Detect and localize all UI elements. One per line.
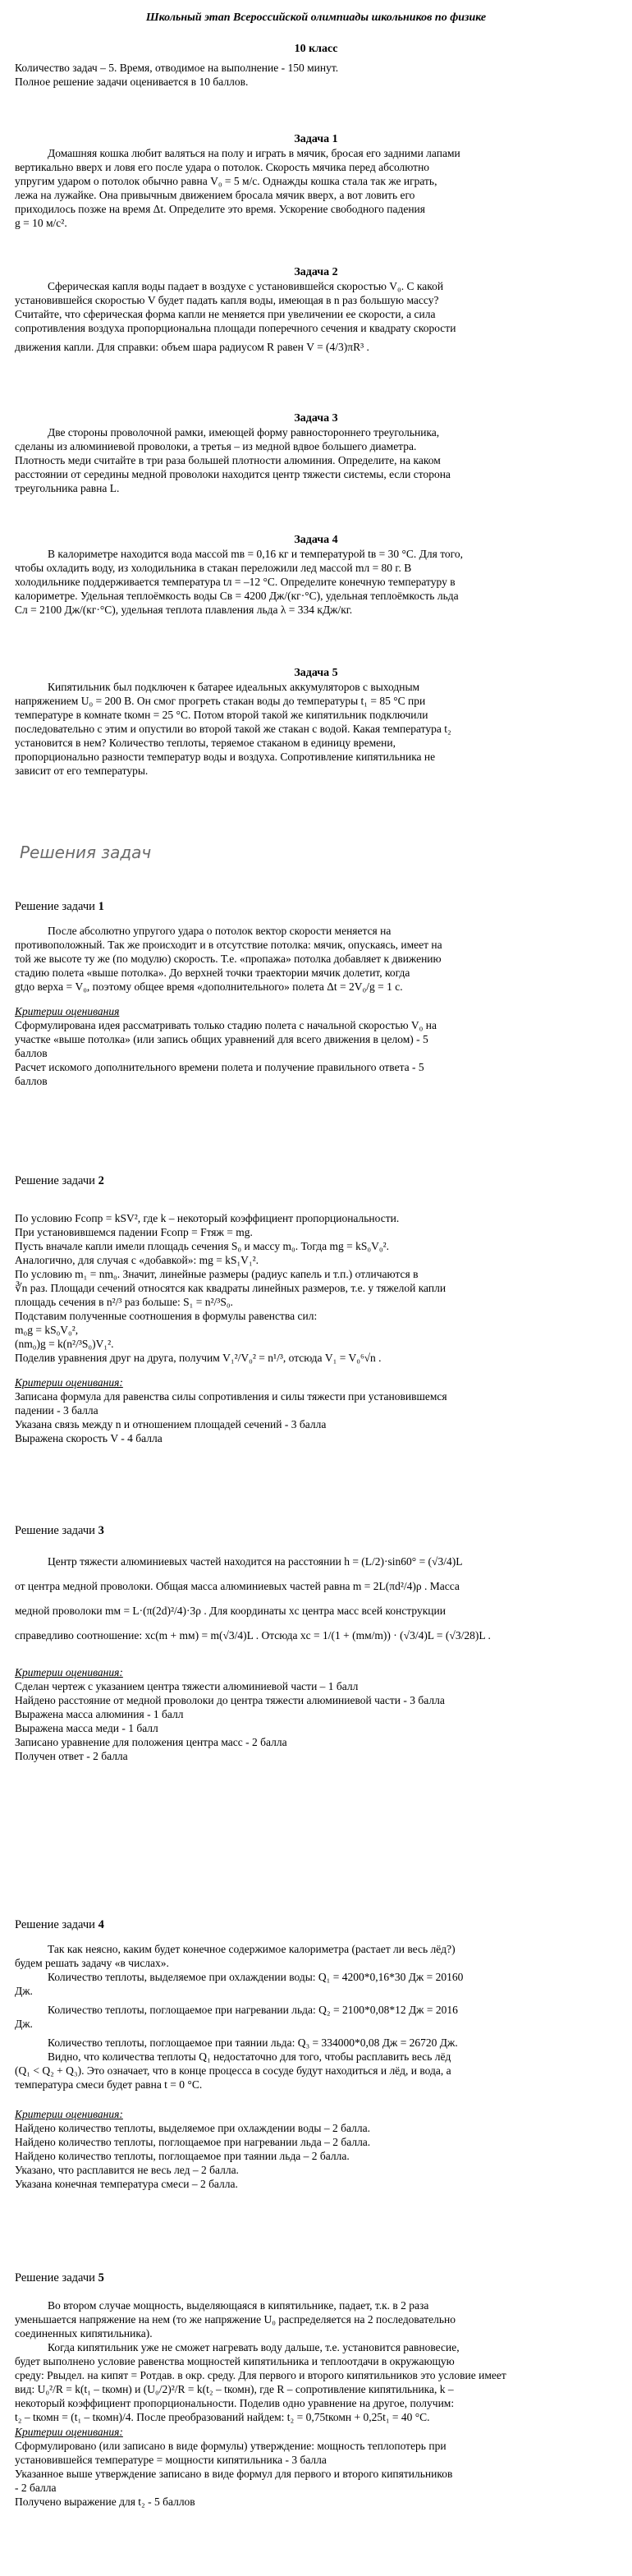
solution-line: После абсолютно упругого удара о потолок вектор скорости меняется на [48,925,392,937]
solution-line: от центра медной проволоки. Общая масса алюминиевых частей равна m = 2L(πd²/4)ρ . Масса [15,1580,460,1592]
task-line: вертикально вверх и ловя его после удара о потолок. Скорость мячика перед абсолютно [15,161,430,173]
task-1 [15,133,617,230]
solution-5 [15,2271,617,2509]
criteria-title: Критерии оценивания: [15,1666,123,1678]
solution-line: Подставим полученные соотношения в формулы равенства сил: [15,1310,318,1322]
task-line: сопротивления воздуха пропорциональна площади поперечного сечения и квадрату скорости [15,322,456,334]
solution-line: Количество теплоты, выделяемое при охлаждении воды: Q₁ = 4200*0,16*30 Дж = 20160 [48,1971,464,1983]
solution-line: уменьшается напряжение на нем (то же напряжение U₀ распределяется на 2 последовательно [15,2313,456,2326]
task-title: Задача 1 [294,133,338,145]
solution-line: той же высоте ту же (по модулю) скорость. Т.е. «пропажа» потолка добавляет к движению [15,953,442,965]
task-title: Задача 5 [294,667,338,679]
solution-line: вид: U₀²/R = k(t₁ – tкомн) и (U₀/2)²/R = k(t₂ – tкомн), где R – сопротивление кипятильника, k – [15,2383,454,2395]
task-line: приходилось позже на время Δt. Определите это время. Ускорение свободного падения [15,203,425,215]
solution-title [15,1524,617,1538]
solution-title [15,900,617,914]
criteria-line: Сформулирована идея рассматривать только стадию полета с начальной скоростью V₀ на [15,1019,437,1031]
solution-line: будет выполнено условие равенства мощностей кипятильника и теплоотдачи в окружающую [15,2355,455,2367]
task-line: напряжением U₀ = 200 В. Он смог прогреть стакан воды до температуры t₁ = 85 °С при [15,695,426,707]
intro [15,61,617,89]
task-line: В калориметре находится вода массой mв = 0,16 кг и температурой tв = 30 °С. Для того, [48,548,463,560]
task-line: калориметре. Удельная теплоёмкость воды Св = 4200 Дж/(кг·°С), удельная теплоёмкость льда [15,590,459,602]
criteria-line: Найдено расстояние от медной проволоки до центра тяжести алюминиевой части - 3 балла [15,1694,445,1706]
task-line: g = 10 м/с². [15,217,67,229]
solution-line: противоположный. Так же происходит и в отсутствие потолка: мячик, опускаясь, имеет на [15,939,442,951]
solution-line: будем решать задачу «в числах». [15,1957,169,1969]
solution-4 [15,1918,617,2191]
solution-number: 5 [98,2271,104,2284]
task-line: упругим ударом о потолок обычно равна V₀ = 5 м/с. Однажды кошка стала так же играть, [15,175,437,187]
solution-line: t₂ – tкомн = (t₁ – tкомн)/4. После преобразований найдем: t₂ = 0,75tкомн + 0,25t₁ = 40 °С. [15,2411,430,2423]
solution-title-prefix: Решение задачи [15,1918,98,1931]
solution-line: площадь сечения в n²/³ раз больше: S₁ = n²/³S₀. [15,1296,233,1308]
solution-number: 1 [98,900,104,913]
criteria-line: падении - 3 балла [15,1404,98,1417]
solution-title-prefix: Решение задачи [15,2271,98,2284]
criteria-line: Выражена масса меди - 1 балл [15,1722,158,1734]
solution-line: ∛n раз. Площади сечений относятся как квадраты линейных размеров, т.е. у тяжелой капли [15,1282,447,1294]
criteria-line: Указана конечная температура смеси – 2 балла. [15,2178,238,2190]
criteria-title: Критерии оценивания: [15,1376,123,1389]
task-line: треугольника равна L. [15,482,120,494]
task-line: Сл = 2100 Дж/(кг·°С), удельная теплота плавления льда λ = 334 кДж/кг. [15,604,353,616]
criteria-line: Сформулировано (или записано в виде формулы) утверждение: мощность теплопотерь при [15,2440,447,2452]
solution-line: Дж. [15,2018,33,2030]
task-line: установившейся скоростью V будет падать капля воды, имеющая в n раз большую массу? [15,294,439,306]
solution-line: Поделив уравнения друг на друга, получим V₁²/V₀² = n¹/³, отсюда V₁ = V₀⁶√n . [15,1352,382,1364]
intro-line: Полное решение задачи оценивается в 10 баллов. [15,76,249,88]
solution-title-prefix: Решение задачи [15,900,98,913]
criteria-line: Указанное выше утверждение записано в виде формул для первого и второго кипятильников [15,2468,453,2480]
solution-3 [15,1524,617,1763]
task-3 [15,412,617,495]
criteria-line: установившейся температуре = мощности кипятильника - 3 балла [15,2454,327,2466]
criteria-line: Записана формула для равенства силы сопротивления и силы тяжести при установившемся [15,1390,447,1403]
task-line: температуре в комнате tкомн = 25 °С. Потом второй такой же кипятильник подключили [15,709,428,721]
task-line: последовательно с этим и опустили во второй такой же стакан с водой. Какая температура t₂ [15,723,451,735]
solution-line: соединенных кипятильника). [15,2327,153,2340]
task-line: расстоянии от середины медной проволоки находится центр тяжести системы, если сторона [15,468,451,480]
solution-line: Пусть вначале капли имели площадь сечения S₀ и массу m₀. Тогда mg = kS₀V₀². [15,1240,389,1252]
criteria-line: Получен ответ - 2 балла [15,1750,128,1762]
solution-line: При установившемся падении Fсопр = Fтяж = mg. [15,1226,253,1238]
solution-line: gtдо верха = V₀, поэтому общее время «дополнительного» полета Δt = 2V₀/g = 1 с. [15,980,403,993]
solution-line: температура смеси будет равна t = 0 °С. [15,2078,203,2091]
criteria-line: Найдено количество теплоты, поглощаемое при нагревании льда – 2 балла. [15,2136,371,2148]
solution-line: Во втором случае мощность, выделяющаяся в кипятильнике, падает, т.к. в 2 раза [48,2299,429,2312]
criteria-line: Указана связь между n и отношением площадей сечений - 3 балла [15,1418,327,1430]
criteria-line: Указано, что расплавится не весь лед – 2 балла. [15,2164,239,2176]
solution-line: медной проволоки mм = L·(π(2d)²/4)·3ρ . Для координаты xc центра масс всей конструкции [15,1605,446,1617]
solution-title [15,1174,617,1188]
solution-line: Так как неясно, каким будет конечное содержимое калориметра (растает ли весь лёд?) [48,1943,456,1955]
criteria-line: Расчет искомого дополнительного времени полета и получение правильного ответа - 5 [15,1061,424,1073]
solution-line: По условию Fсопр = kSV², где k – некоторый коэффициент пропорциональности. [15,1212,400,1224]
task-line: сделаны из алюминиевой проволоки, а третья – из медной вдвое большего диаметра. [15,440,417,452]
task-line: Две стороны проволочной рамки, имеющей форму равностороннего треугольника, [48,426,440,439]
criteria-line: Сделан чертеж с указанием центра тяжести алюминиевой части – 1 балл [15,1680,359,1692]
task-5 [15,667,617,778]
solution-line: некоторый коэффициент пропорциональности. Поделив одно уравнение на другое, получим: [15,2397,455,2409]
solution-line: Количество теплоты, поглощаемое при таянии льда: Q₃ = 334000*0,08 Дж = 26720 Дж. [48,2036,458,2049]
criteria-title: Критерии оценивания [15,1005,120,1017]
solution-2 [15,1174,617,1445]
criteria-title: Критерии оценивания: [15,2426,123,2438]
criteria-title: Критерии оценивания: [15,2108,123,2120]
task-line: Сферическая капля воды падает в воздухе с установившейся скоростью V₀. С какой [48,280,444,292]
solution-line: стадию полета «выше потолка». До верхней точки траектории мячик долетит, когда [15,967,410,979]
criteria-line: Найдено количество теплоты, выделяемое при охлаждении воды – 2 балла. [15,2122,370,2134]
solution-number: 2 [98,1174,104,1187]
criteria-line: баллов [15,1075,48,1087]
criteria-line: Получено выражение для t₂ - 5 баллов [15,2496,195,2508]
solution-title [15,1918,617,1932]
task-title: Задача 2 [294,266,338,278]
solution-title [15,2271,617,2285]
task-line: Домашняя кошка любит валяться на полу и играть в мячик, бросая его задними лапами [48,147,460,159]
criteria-line: Найдено количество теплоты, поглощаемое при таянии льда – 2 балла. [15,2150,350,2162]
task-line: установится в нем? Количество теплоты, теряемое стаканом в единицу времени, [15,737,396,749]
task-line: Кипятильник был подключен к батарее идеальных аккумуляторов с выходным [48,681,420,693]
solution-number: 3 [98,1524,104,1537]
solution-line: m₀g = kS₀V₀², [15,1324,79,1336]
criteria-line: участке «выше потолка» (или запись общих уравнений для всего движения в целом) - 5 [15,1033,428,1045]
grade-title: 10 класс [294,43,338,55]
task-line: лежа на лужайке. Она привычным движением бросала мячик вверх, а вот ловить его [15,189,415,201]
criteria-line: - 2 балла [15,2482,57,2494]
solution-line: справедливо соотношение: xc(m + mм) = m(√3/4)L . Отсюда xc = 1/(1 + (mм/m)) · (√3/4)L = (√3/28)L . [15,1629,491,1642]
task-line: зависит от его температуры. [15,765,149,777]
solution-title-prefix: Решение задачи [15,1524,98,1537]
task-line: холодильнике поддерживается температура tл = –12 °С. Определите конечную температуру в [15,576,456,588]
criteria-line: баллов [15,1047,48,1059]
intro-line: Количество задач – 5. Время, отводимое на выполнение - 150 минут. [15,62,339,74]
solution-line: Центр тяжести алюминиевых частей находится на расстоянии h = (L/2)·sin60° = (√3/4)L [48,1555,463,1568]
solution-line: Видно, что количества теплоты Q₁ недостаточно для того, чтобы расплавить весь лёд [48,2050,451,2063]
solution-line: По условию m₁ = nm₀. Значит, линейные размеры (радиус капель и т.п.) отличаются в [15,1268,419,1280]
criteria-line: Выражена масса алюминия - 1 балл [15,1708,184,1720]
task-4 [15,534,617,617]
task-title: Задача 4 [294,534,338,546]
task-line: движения капли. Для справки: объем шара радиусом R равен V = (4/3)πR³ . [15,341,369,353]
task-line: Считайте, что сферическая форма капли не меняется при увеличении ее скорости, а сила [15,308,436,320]
task-title: Задача 3 [294,412,338,425]
criteria-line: Записано уравнение для положения центра масс - 2 балла [15,1736,287,1748]
criteria-line: Выражена скорость V - 4 балла [15,1432,163,1444]
solution-line: Когда кипятильник уже не сможет нагревать воду дальше, т.е. установится равновесие, [48,2341,460,2353]
solution-line: Аналогично, для случая с «добавкой»: mg = kS₁V₁². [15,1254,259,1266]
task-2 [15,266,617,354]
solution-1 [15,900,617,1088]
solutions-title: Решения задач [20,843,152,862]
task-line: Плотность меди считайте в три раза большей плотности алюминия. Определите, на каком [15,454,441,466]
task-line: пропорционально разности температур воды и воздуха. Сопротивление кипятильника не [15,751,436,763]
solution-line: Дж. [15,1985,33,1997]
page [0,11,632,2576]
solution-number: 4 [98,1918,104,1931]
solution-line: (Q₁ < Q₂ + Q₃). Это означает, что в конце процесса в сосуде будут находиться и лёд, и вода, а [15,2064,451,2077]
solution-line: Количество теплоты, поглощаемое при нагревании льда: Q₂ = 2100*0,08*12 Дж = 2016 [48,2004,458,2016]
solution-line: (nm₀)g = k(n²/³S₀)V₁². [15,1338,114,1350]
solution-line: среду: Pвыдел. на кипят = Pотдав. в окр. среду. Для первого и второго кипятильников это условие имеет [15,2369,506,2381]
solution-title-prefix: Решение задачи [15,1174,98,1187]
page-header: Школьный этап Всероссийской олимпиады школьников по физике [145,11,487,24]
task-line: чтобы охладить воду, из холодильника в стакан переложили лед массой mл = 80 г. В [15,562,412,574]
